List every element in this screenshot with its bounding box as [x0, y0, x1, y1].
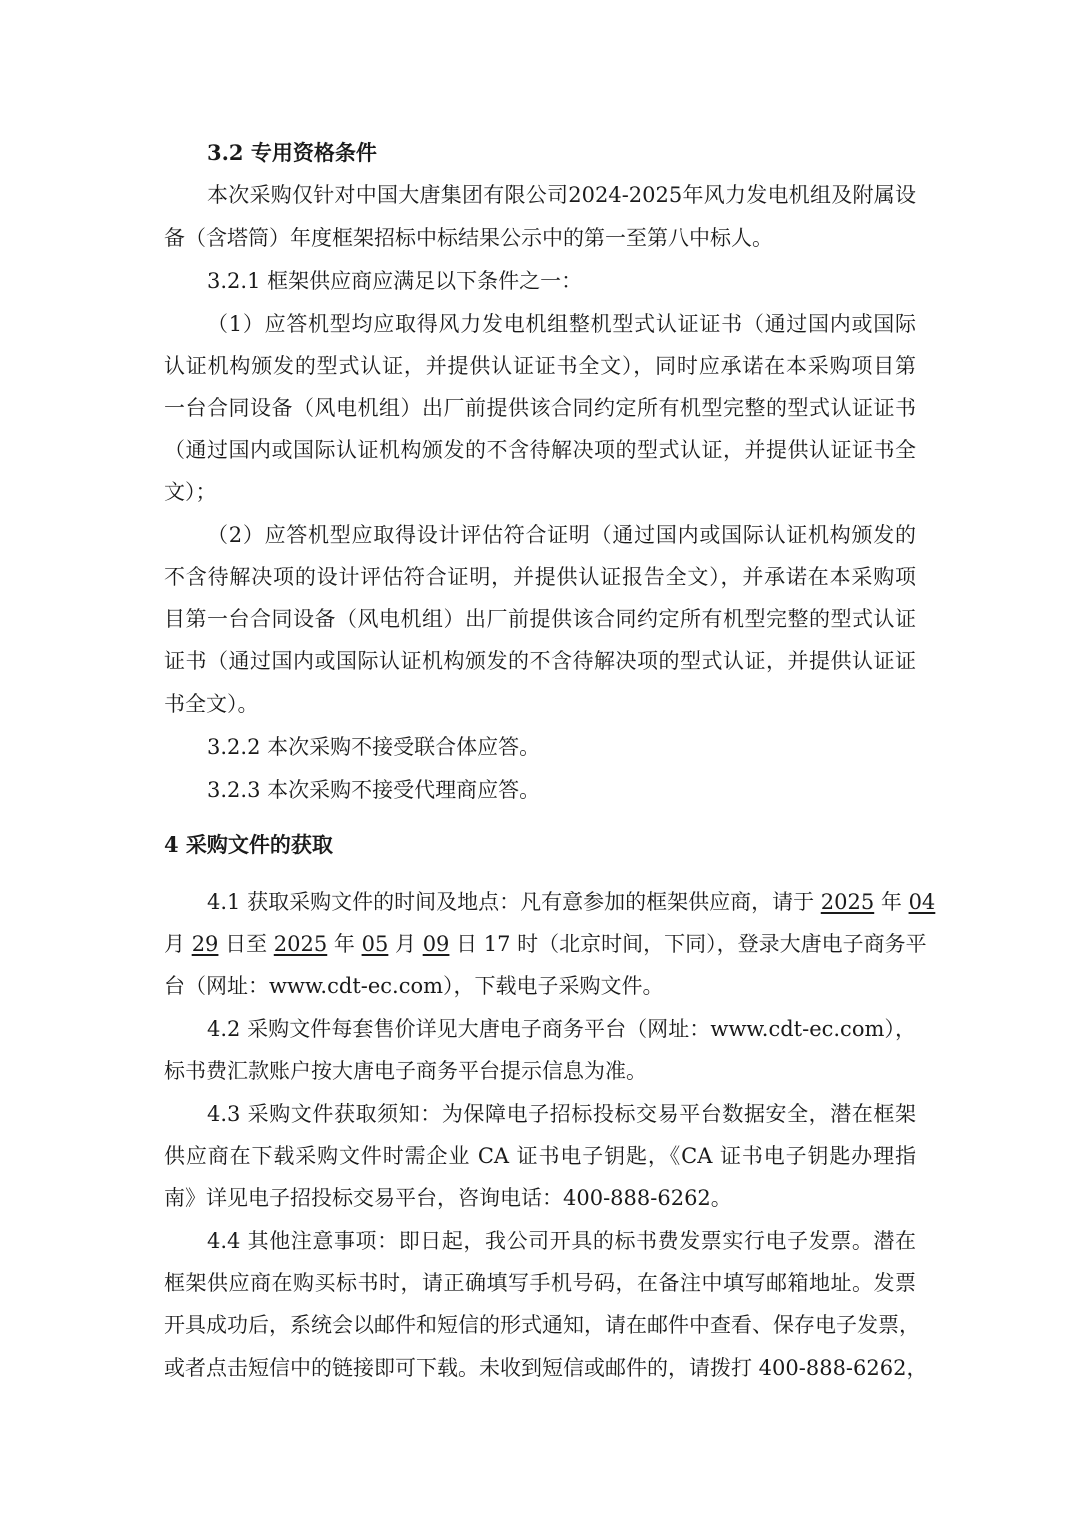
condition-2-line: 目第一台合同设备（风电机组）出厂前提供该合同约定所有机型完整的型式认证	[164, 607, 916, 631]
item-3-2-2: 3.2.2 本次采购不接受联合体应答。	[207, 735, 541, 759]
item-4-4-line: 或者点击短信中的链接即可下载。未收到短信或邮件的，请拨打 400-888-6262，	[164, 1356, 928, 1380]
condition-1-line: 文）；	[164, 480, 217, 504]
start-year: 2025	[820, 890, 875, 914]
item-4-4-line: 框架供应商在购买标书时，请正确填写手机号码，在备注中填写邮箱地址。发票	[164, 1271, 916, 1295]
start-month: 04	[908, 890, 936, 914]
item-4-4-line: 开具成功后，系统会以邮件和短信的形式通知，请在邮件中查看、保存电子发票，	[164, 1313, 920, 1337]
condition-1-line: 认证机构颁发的型式认证，并提供认证证书全文），同时应承诺在本采购项目第	[164, 354, 916, 378]
end-day: 09	[422, 932, 450, 956]
item-4-1-line	[164, 929, 927, 959]
condition-1-line: （通过国内或国际认证机构颁发的不含待解决项的型式认证，并提供认证证书全	[164, 438, 916, 462]
year-label: 年	[327, 932, 362, 956]
condition-2-line: （2）应答机型应取得设计评估符合证明（通过国内或国际认证机构颁发的	[207, 523, 916, 547]
month-label: 月	[388, 932, 423, 956]
condition-1-line: （1）应答机型均应取得风力发电机组整机型式认证证书（通过国内或国际	[207, 312, 916, 336]
section-3-2-intro-line: 本次采购仅针对中国大唐集团有限公司2024-2025年风力发电机组及附属设	[207, 183, 916, 207]
item-4-4-line: 4.4 其他注意事项：即日起，我公司开具的标书费发票实行电子发票。潜在	[207, 1229, 916, 1253]
condition-2-line: 证书（通过国内或国际认证机构颁发的不含待解决项的型式认证，并提供认证证	[164, 649, 916, 673]
end-month: 05	[361, 932, 389, 956]
item-4-2-line: 4.2 采购文件每套售价详见大唐电子商务平台（网址：www.cdt-ec.com），	[207, 1017, 916, 1041]
item-4-1-prefix: 4.1 获取采购文件的时间及地点：凡有意参加的框架供应商，请于	[207, 890, 821, 914]
condition-2-line: 书全文）。	[164, 692, 259, 716]
section-3-2-intro-line: 备（含塔筒）年度框架招标中标结果公示中的第一至第八中标人。	[164, 226, 773, 250]
section-3-2-heading: 3.2 专用资格条件	[207, 140, 377, 165]
condition-1-line: 一台合同设备（风电机组）出厂前提供该合同约定所有机型完整的型式认证证书	[164, 396, 916, 420]
year-label: 年	[874, 890, 909, 914]
day-to-label: 日至	[218, 932, 274, 956]
item-3-2-3: 3.2.3 本次采购不接受代理商应答。	[207, 778, 541, 802]
item-4-3-line: 南》详见电子招投标交易平台，咨询电话：400-888-6262。	[164, 1186, 732, 1210]
section-4-heading: 4 采购文件的获取	[164, 832, 333, 857]
item-4-1-suffix: 日 17 时（北京时间，下同），登录大唐电子商务平	[449, 932, 927, 956]
start-day: 29	[191, 932, 219, 956]
item-4-2-line: 标书费汇款账户按大唐电子商务平台提示信息为准。	[164, 1059, 647, 1083]
condition-2-line: 不含待解决项的设计评估符合证明，并提供认证报告全文），并承诺在本采购项	[164, 565, 916, 589]
end-year: 2025	[273, 932, 328, 956]
item-4-3-line: 供应商在下载采购文件时需企业 CA 证书电子钥匙，《CA 证书电子钥匙办理指	[164, 1144, 916, 1168]
item-4-3-line: 4.3 采购文件获取须知：为保障电子招标投标交易平台数据安全，潜在框架	[207, 1102, 916, 1126]
item-4-1-line	[207, 887, 936, 917]
item-4-1-line: 台（网址：www.cdt-ec.com），下载电子采购文件。	[164, 974, 664, 998]
item-3-2-1-title: 3.2.1 框架供应商应满足以下条件之一：	[207, 269, 583, 293]
month-label: 月	[164, 932, 192, 956]
